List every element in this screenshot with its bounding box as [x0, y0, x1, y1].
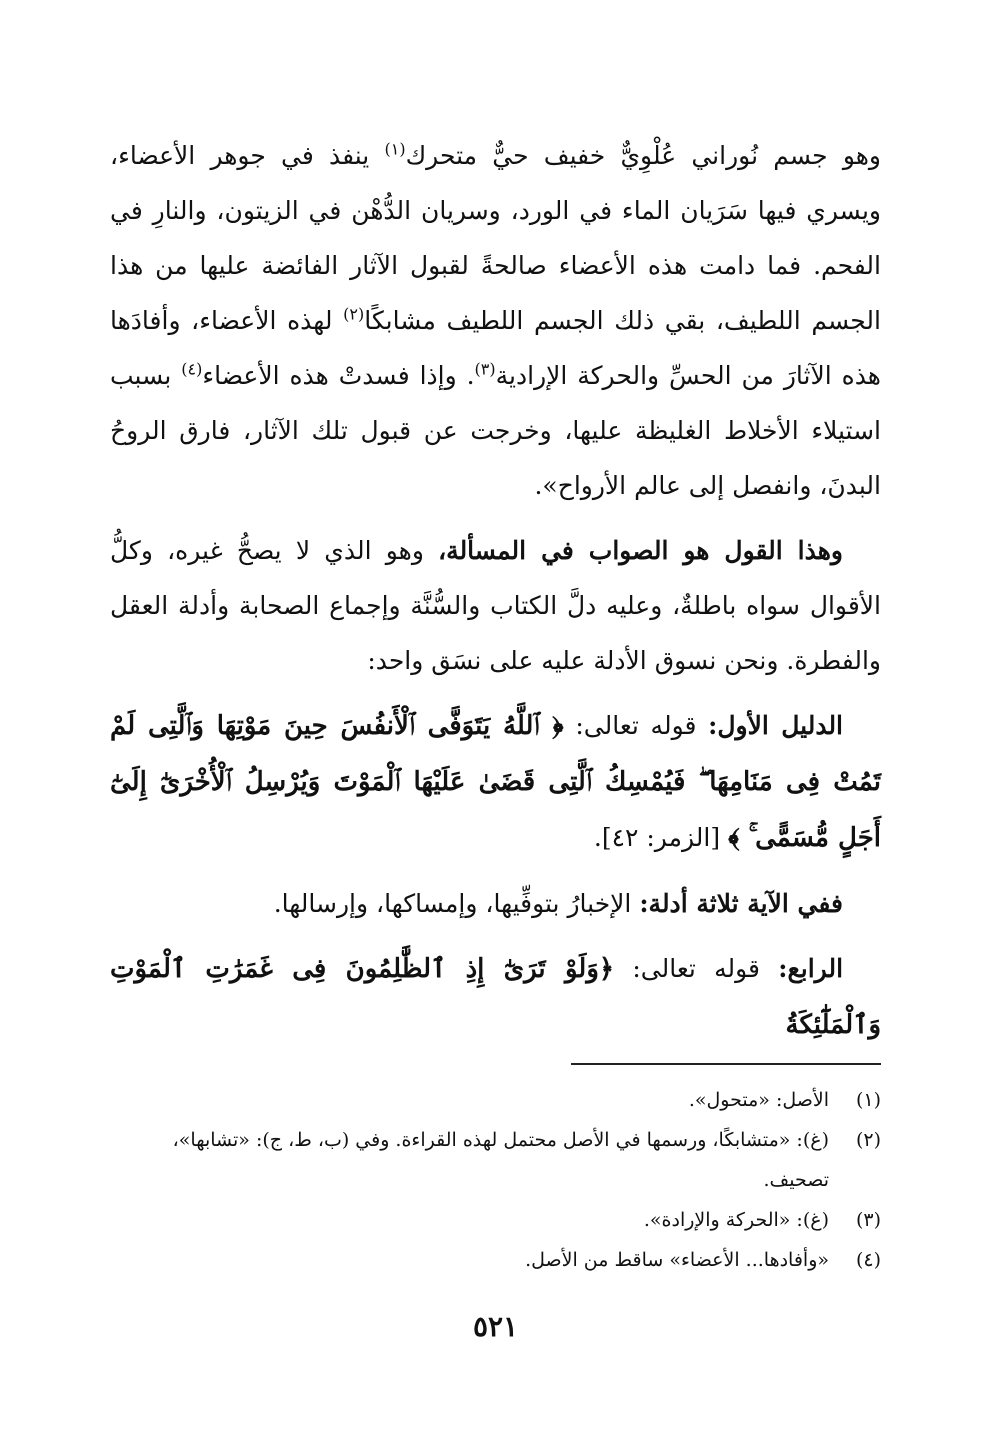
three-evidences-heading: ففي الآية ثلاثة أدلة:: [639, 889, 843, 918]
paragraph-2-bold-lead: وهذا القول هو الصواب في المسألة،: [438, 536, 843, 565]
paragraph-1-text-b: ينفذ في جوهر الأعضاء، ويسري فيها سَرَيان الماء في الورد، وسريان الدُّهْن في الزيتون، والنارِ في الفحم. فما دامت هذه الأعضاء صالحةً لقبول الآثار الفائضة عليها من هذا الجسم اللطيف، بقي ذلك الجسم اللطيف مشابكًا: [110, 141, 881, 335]
footnote-1-text: الأصل: «متحول».: [688, 1089, 829, 1111]
page-number: ٥٢١: [472, 1310, 519, 1343]
footnote-3-number: (٣): [855, 1209, 881, 1231]
paragraph-1: [110, 128, 881, 513]
fourth-evidence-intro: قوله تعالى:: [614, 954, 779, 983]
quran-verse-zumar-42: ﴿ ٱللَّهُ يَتَوَفَّى ٱلْأَنفُسَ حِينَ مَوْتِهَا وَٱلَّتِى لَمْ تَمُتْ فِى مَنَامِهَا ۖ فَيُمْسِكُ ٱلَّتِى قَضَىٰ عَلَيْهَا ٱلْمَوْتَ وَيُرْسِلُ ٱلْأُخْرَىٰٓ إِلَىٰٓ أَجَلٍ مُّسَمًّى ۚ ﴾: [110, 711, 881, 853]
footnote-4-text: «وأفادها... الأعضاء» ساقط من الأصل.: [525, 1249, 829, 1271]
footnote-ref-3[interactable]: (٣): [474, 359, 496, 379]
footnote-separator: [571, 1063, 881, 1065]
footnotes: [110, 1080, 881, 1280]
paragraph-2: [110, 523, 881, 688]
paragraph-1-text-d: . وإذا فسدتْ هذه الأعضاء: [202, 361, 475, 390]
paragraph-1-text-a: وهو جسم نُوراني عُلْوِيٌّ خفيف حيٌّ متحرك: [405, 141, 881, 170]
footnote-ref-1[interactable]: (١): [384, 139, 406, 159]
footnote-3-text: (غ): «الحركة والإرادة».: [643, 1209, 829, 1231]
paragraph-4: [110, 876, 881, 931]
quran-verse-anam-93: ﴿وَلَوْ تَرَىٰٓ إِذِ ٱلظَّٰلِمُونَ فِى غَمَرَٰتِ ٱلْمَوْتِ وَٱلْمَلَٰٓئِكَةُ: [110, 954, 881, 1040]
footnote-4: [110, 1240, 881, 1280]
footnote-1-number: (١): [855, 1089, 881, 1111]
footnote-4-number: (٤): [855, 1249, 881, 1271]
footnote-ref-4[interactable]: (٤): [181, 359, 203, 379]
paragraph-2-text: وهو الذي لا يصحُّ غيره، وكلُّ الأقوال سواه باطلةٌ، وعليه دلَّ الكتاب والسُّنَّة وإجماع الصحابة وأدلة العقل والفطرة. ونحن نسوق الأدلة عليه على نسَق واحد:: [110, 536, 881, 675]
paragraph-3: [110, 698, 881, 866]
three-evidences-text: الإخبارُ بتوفِّيها، وإمساكها، وإرسالها.: [273, 889, 640, 918]
first-evidence-intro: قوله تعالى:: [563, 711, 709, 740]
first-evidence-heading: الدليل الأول:: [708, 711, 844, 740]
footnote-2: [110, 1120, 881, 1200]
paragraph-1-text-e: بسبب استيلاء الأخلاط الغليظة عليها، وخرجت عن قبول تلك الآثار، فارق الروحُ البدنَ، وانفصل إلى عالم الأرواح».: [110, 361, 881, 500]
paragraph-1-text-c: لهذه الأعضاء، وأفادَها هذه الآثارَ من الحسِّ والحركة الإرادية: [110, 306, 881, 390]
footnote-2-text: (غ): «متشابكًا، ورسمها في الأصل محتمل لهذه القراءة. وفي (ب، ط، ج): «تشابها»، تصحيف.: [172, 1129, 829, 1191]
footnote-1: [110, 1080, 881, 1120]
footnote-ref-2[interactable]: (٢): [343, 304, 365, 324]
verse-citation: [الزمر: ٤٢].: [593, 823, 729, 852]
main-text: [110, 128, 881, 1063]
footnote-3: [110, 1200, 881, 1240]
fourth-evidence-heading: الرابع:: [778, 954, 844, 983]
footnote-2-number: (٢): [855, 1129, 881, 1151]
paragraph-5: [110, 941, 881, 1053]
